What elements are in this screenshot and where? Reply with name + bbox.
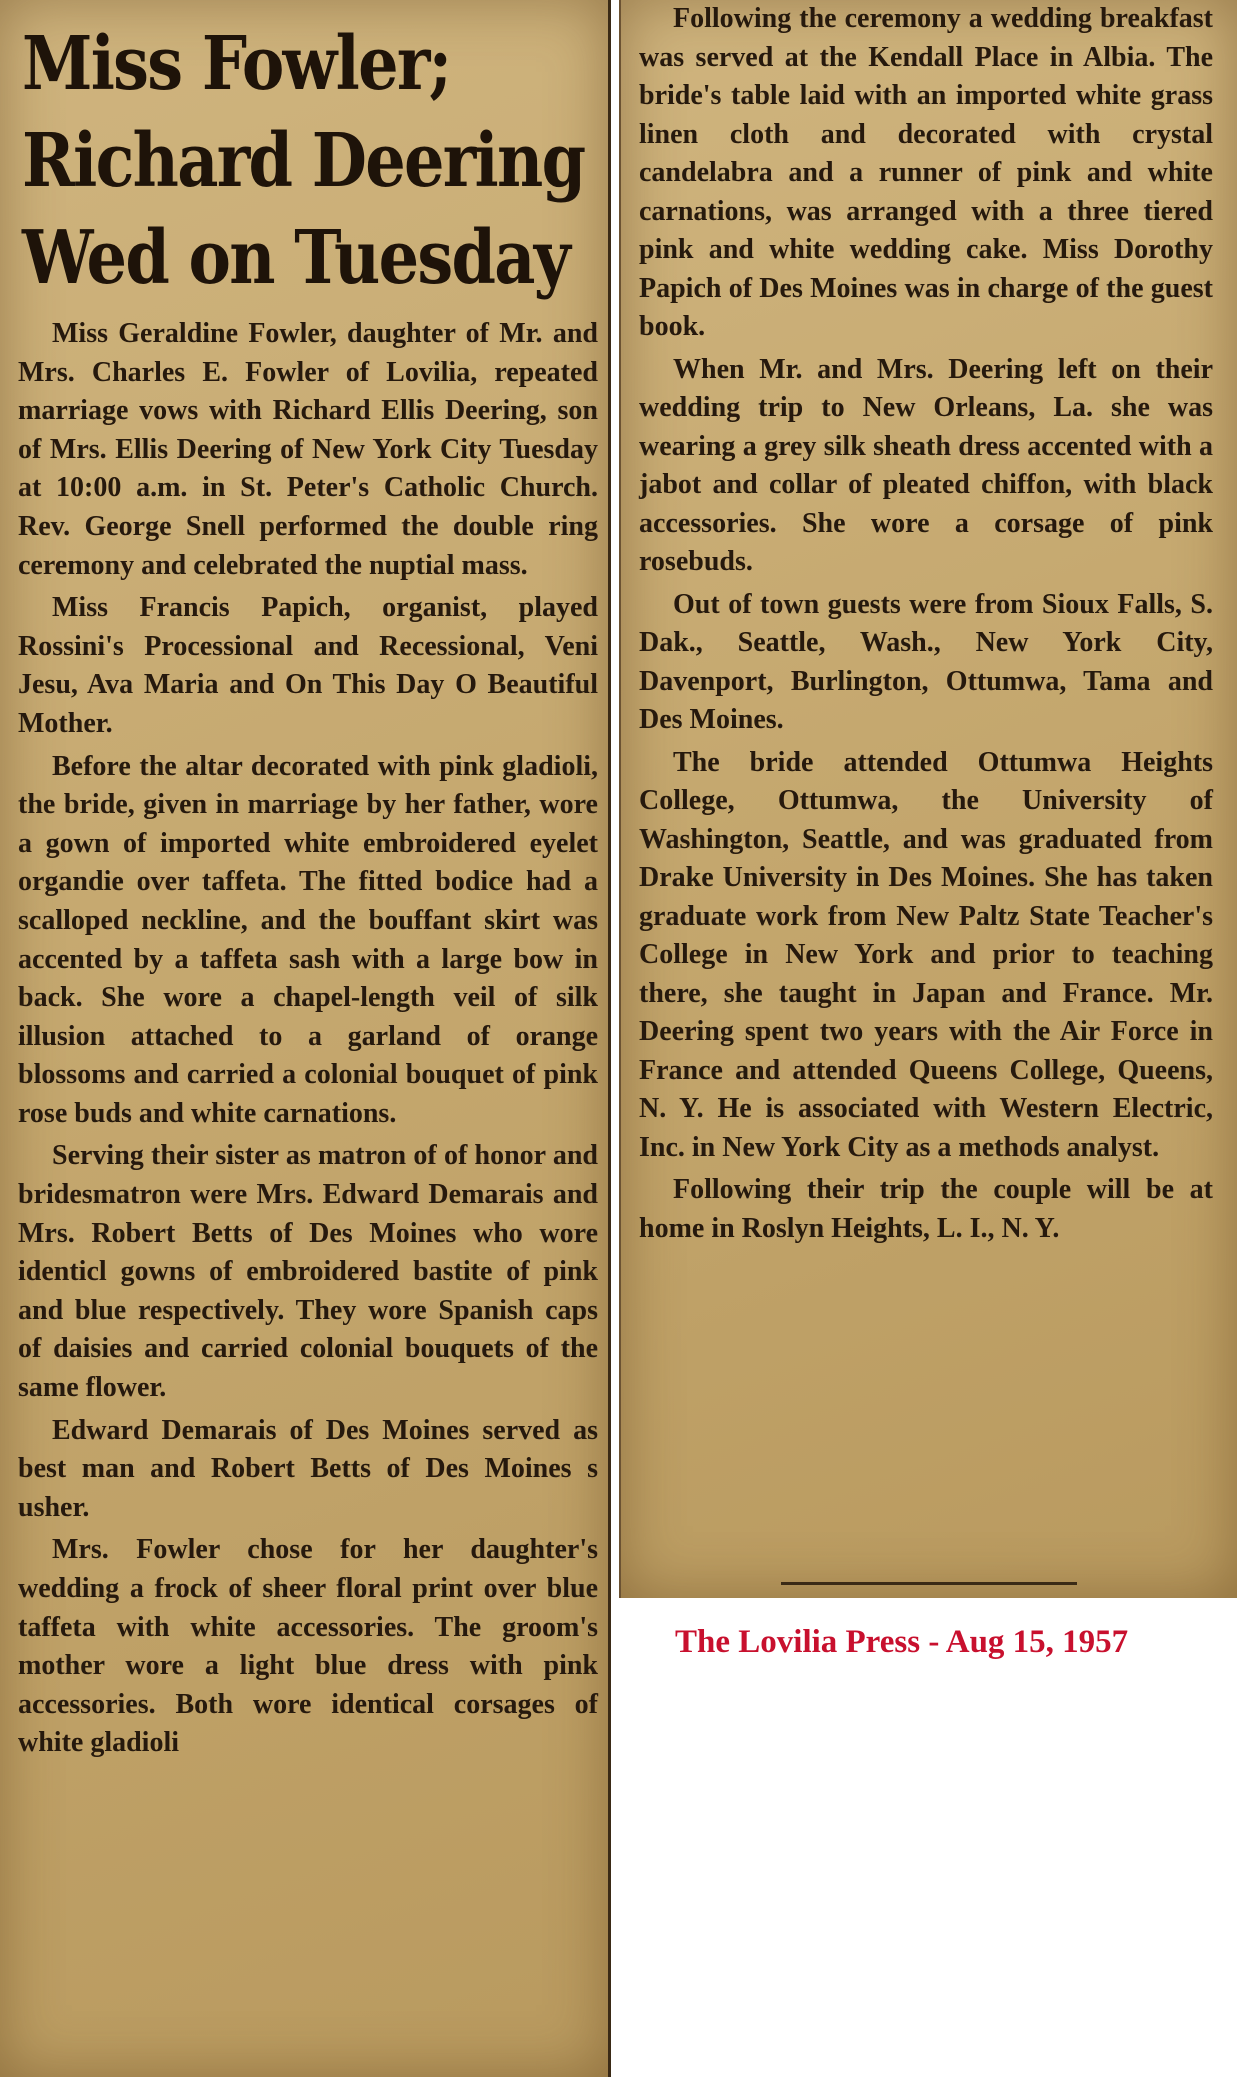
- article-paragraph: Serving their sister as matron of of honor and bridesmatron were Mrs. Edward Demarais and Mrs. Robert Betts of Des Moines who wore identicl gowns of embroidered bastite of pink and blue respectively. They wore Spanish caps of daisies and carried colonial bouquets of the same flower.: [18, 1140, 598, 1404]
- article-paragraph: Out of town guests were from Sioux Falls, S. Dak., Seattle, Wash., New York City, Davenport, Burlington, Ottumwa, Tama and Des Moines.: [639, 588, 1213, 735]
- left-column-text: [0, 16, 608, 1767]
- clipping-right-column: [619, 0, 1237, 1598]
- article-paragraph: The bride attended Ottumwa Heights College, Ottumwa, the University of Washington, Seattle, and was graduated from Drake University in Des Moines. She has taken graduate work from New Paltz State Teacher's College in New York and prior to teaching there, she taught in Japan and France. Mr. Deering spent two years with the Air Force in France and attended Queens College, Queens, N. Y. He is associated with Western Electric, Inc. in New York City as a methods analyst.: [639, 746, 1213, 1163]
- headline-line: Wed on Tuesday: [22, 215, 570, 301]
- article-paragraph: Following the ceremony a wedding breakfast was served at the Kendall Place in Albia. The bride's table laid with an imported white grass linen cloth and decorated with crystal candelabra and a runner of pink and white carnations, was arranged with a three tiered pink and white wedding cake. Miss Dorothy Papich of Des Moines was in charge of the guest book.: [639, 3, 1213, 342]
- article-paragraph: Mrs. Fowler chose for her daughter's wedding a frock of sheer floral print over blue taffeta with white accessories. The groom's mother wore a light blue dress with pink accessories. Both wore identical corsages of white gladioli: [18, 1534, 598, 1759]
- article-paragraph: Following their trip the couple will be at home in Roslyn Heights, L. I., N. Y.: [639, 1174, 1213, 1244]
- article-headline: [22, 16, 585, 307]
- clipping-left-column: [0, 0, 611, 2077]
- source-caption: The Lovilia Press - Aug 15, 1957: [675, 1624, 1129, 1660]
- article-paragraph: Miss Geraldine Fowler, daughter of Mr. and Mrs. Charles E. Fowler of Lovilia, repeated marriage vows with Richard Ellis Deering, son of Mrs. Ellis Deering of New York City Tuesday at 10:00 a.m. in St. Peter's Catholic Church. Rev. George Snell performed the double ring ceremony and celebrated the nuptial mass.: [18, 318, 598, 581]
- article-paragraph: Edward Demarais of Des Moines served as best man and Robert Betts of Des Moines s usher.: [18, 1414, 598, 1523]
- end-rule: [781, 1582, 1077, 1585]
- article-paragraph: Miss Francis Papich, organist, played Rossini's Processional and Recessional, Veni Jesu, Ava Maria and On This Day O Beautiful Mother.: [18, 592, 598, 739]
- article-paragraph: Before the altar decorated with pink gladioli, the bride, given in marriage by her father, wore a gown of imported white embroidered eyelet organdie over taffeta. The fitted bodice had a scalloped neckline, and the bouffant skirt was accented by a taffeta sash with a large bow in back. She wore a chapel-length veil of silk illusion attached to a garland of orange blossoms and carried a colonial bouquet of pink rose buds and white carnations.: [18, 750, 598, 1129]
- right-column-text: [621, 0, 1237, 1252]
- headline-line: Miss Fowler;: [22, 21, 451, 107]
- headline-line: Richard Deering: [22, 118, 585, 204]
- article-paragraph: When Mr. and Mrs. Deering left on their wedding trip to New Orleans, La. she was wearing a grey silk sheath dress accented with a jabot and collar of pleated chiffon, with black accessories. She wore a corsage of pink rosebuds.: [639, 353, 1213, 577]
